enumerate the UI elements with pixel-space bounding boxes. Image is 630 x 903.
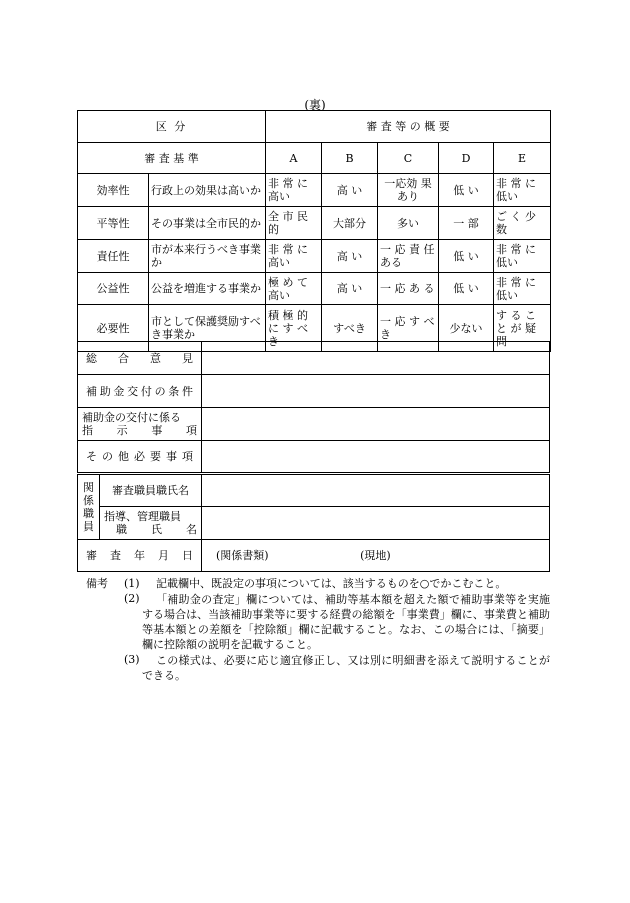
onsite-label: (現地) bbox=[360, 549, 391, 562]
grade-cell[interactable]: 少ない bbox=[439, 305, 494, 352]
grade-cell[interactable]: 一 応 責 任ある bbox=[378, 240, 439, 273]
row-item: 必要性 bbox=[78, 305, 149, 352]
page-header: (裏) bbox=[304, 98, 326, 112]
grade-a-header: A bbox=[266, 143, 322, 174]
table-row bbox=[78, 207, 551, 240]
grade-cell[interactable]: す る こ と が 疑 問 bbox=[494, 305, 551, 352]
note-3: この様式は、必要に応じ適宜修正し、又は別に明細書を添えて説明することができる。 bbox=[142, 654, 550, 682]
grade-cell[interactable]: 低 い bbox=[439, 240, 494, 273]
note-1: 記載欄中、既設定の事項については、該当するものを○でかこむこと。 bbox=[156, 577, 507, 590]
grade-cell[interactable]: 一 応 す べき bbox=[378, 305, 439, 352]
grade-cell[interactable]: 低 い bbox=[439, 174, 494, 207]
grade-cell[interactable]: 一 応 あ る bbox=[378, 273, 439, 305]
grade-cell[interactable]: 高 い bbox=[322, 174, 378, 207]
grade-cell[interactable]: 非 常 に 高い bbox=[266, 240, 322, 273]
row-criterion: その事業は全市民的か bbox=[149, 207, 266, 240]
grade-cell[interactable]: すべき bbox=[322, 305, 378, 352]
row-criterion: 公益を増進する事業か bbox=[149, 273, 266, 305]
row-criterion: 市が本来行うべき事業か bbox=[149, 240, 266, 273]
grade-cell[interactable]: ご く 少 数 bbox=[494, 207, 551, 240]
review-date-label: 審 査 年 月 日 bbox=[78, 540, 202, 572]
grade-cell[interactable]: 非 常 に 高い bbox=[266, 174, 322, 207]
grant-conditions-field[interactable] bbox=[202, 375, 550, 408]
supervisor-name-label: 指導、管理職員 職 氏 名 bbox=[100, 507, 202, 540]
grade-cell[interactable]: 一 部 bbox=[439, 207, 494, 240]
review-summary-header: 審 査 等 の 概 要 bbox=[266, 111, 551, 143]
row-item: 平等性 bbox=[78, 207, 149, 240]
grade-cell[interactable]: 非 常 に 低い bbox=[494, 273, 551, 305]
review-criteria-table bbox=[77, 110, 551, 352]
row-criterion: 行政上の効果は高いか bbox=[149, 174, 266, 207]
notes-lead: 備考 bbox=[86, 577, 108, 590]
table-row bbox=[78, 273, 551, 305]
criteria-header: 審 査 基 準 bbox=[78, 143, 266, 174]
note-3-number: (3) bbox=[124, 653, 140, 666]
grade-b-header: B bbox=[322, 143, 378, 174]
division-header: 区 分 bbox=[78, 111, 266, 143]
grade-cell[interactable]: 極 め て 高い bbox=[266, 273, 322, 305]
grade-cell[interactable]: 非 常 に 低い bbox=[494, 240, 551, 273]
table-row bbox=[78, 174, 551, 207]
grant-instructions-field[interactable] bbox=[202, 408, 550, 441]
grade-cell[interactable]: 大部分 bbox=[322, 207, 378, 240]
note-1-number: (1) bbox=[124, 577, 140, 590]
related-docs-label: (関係書類) bbox=[216, 549, 269, 562]
grade-d-header: D bbox=[439, 143, 494, 174]
review-date-field[interactable] bbox=[202, 540, 550, 572]
review-notes-table bbox=[77, 341, 550, 572]
grade-cell[interactable]: 低 い bbox=[439, 273, 494, 305]
grade-cell[interactable]: 高 い bbox=[322, 273, 378, 305]
overall-opinion-field[interactable] bbox=[202, 342, 550, 375]
row-item: 公益性 bbox=[78, 273, 149, 305]
grade-c-header: C bbox=[378, 143, 439, 174]
grade-cell[interactable]: 全 市 民 的 bbox=[266, 207, 322, 240]
grade-cell[interactable]: 積 極 的 に す べ き bbox=[266, 305, 322, 352]
row-item: 責任性 bbox=[78, 240, 149, 273]
other-matters-field[interactable] bbox=[202, 441, 550, 474]
grade-cell[interactable]: 多い bbox=[378, 207, 439, 240]
table-row bbox=[78, 240, 551, 273]
grade-cell[interactable]: 一応効 果あり bbox=[378, 174, 439, 207]
overall-opinion-label: 総 合 意 見 bbox=[78, 342, 202, 375]
supervisor-name-field[interactable] bbox=[202, 507, 550, 540]
note-2: 「補助金の査定」欄については、補助等基本額を超えた額で補助事業等を実施する場合は、当該補助事業等に要する経費の総額を「事業費」欄に、事業費と補助等基本額との差額を「控除額」欄に記載すること。なお、この場合には、「摘要」欄に控除額の説明を記載すること。 bbox=[142, 593, 550, 651]
grade-cell[interactable]: 非 常 に 低い bbox=[494, 174, 551, 207]
grant-instructions-label: 補助金の交付に係る 指 示 事 項 bbox=[78, 408, 202, 441]
grade-cell[interactable]: 高 い bbox=[322, 240, 378, 273]
reviewer-name-field[interactable] bbox=[202, 474, 550, 507]
note-2-number: (2) bbox=[124, 592, 140, 605]
grant-conditions-label: 補助金交付の条件 bbox=[78, 375, 202, 408]
reviewer-name-label: 審査職員職氏名 bbox=[100, 474, 202, 507]
other-matters-label: そ の 他 必 要 事 項 bbox=[78, 441, 202, 474]
row-item: 効率性 bbox=[78, 174, 149, 207]
grade-e-header: E bbox=[494, 143, 551, 174]
row-criterion: 市として保護奨励すべき事業か bbox=[149, 305, 266, 352]
staff-label: 関 係 職 員 bbox=[78, 474, 100, 540]
